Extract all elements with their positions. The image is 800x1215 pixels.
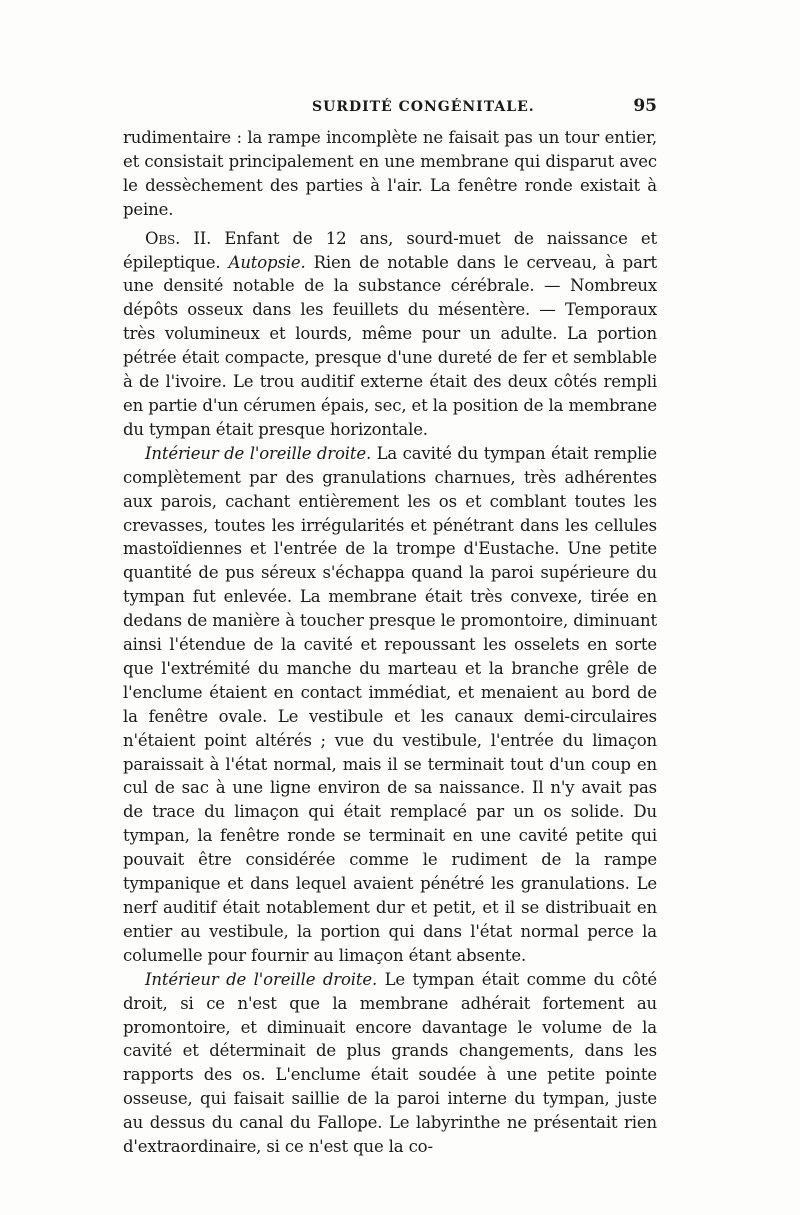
page-header: [122, 96, 657, 123]
observation-label: Obs. II.: [145, 228, 212, 248]
page-number: 95: [633, 96, 657, 116]
section-label: Intérieur de l'oreille droite.: [145, 443, 372, 463]
paragraph-text: Le tympan était comme du côté droit, si ce n'est que la membrane adhérait fortement au promontoire, et diminuait encore davantage le volume de la cavité et déterminait de plus grands changements, dans les rapports des os. L'enclume était soudée à une petite pointe osseuse, qui faisait saillie de la paroi interne du tympan, juste au dessus du canal du Fallope. Le labyrinthe ne présentait rien d'extraordinaire, si ce n'est que la co-: [123, 969, 657, 1157]
running-title: SURDITÉ CONGÉNITALE.: [312, 99, 535, 115]
paragraph-interior-right-ear: [123, 442, 657, 968]
paragraph-text: La cavité du tympan était remplie complètement par des granulations charnues, très adhérentes aux parois, cachant entièrement les os et comblant toutes les crevasses, toutes les irrégularités et pénétrant dans les cellules mastoïdiennes et l'entrée de la trompe d'Eustache. Une petite quantité de pus séreux s'échappa quand la paroi supérieure du tympan fut enlevée. La membrane était très convexe, tirée en dedans de manière à toucher presque le promontoire, diminuant ainsi l'étendue de la cavité et repoussant les osselets en sorte que l'extrémité du manche du marteau et la branche grêle de l'enclume étaient en contact immédiat, et menaient au bord de la fenêtre ovale. Le vestibule et les canaux demi-circulaires n'étaient point altérés ; vue du vestibule, l'entrée du limaçon paraissait à l'état normal, mais il se terminait tout d'un coup en cul de sac à une ligne environ de sa naissance. Il n'y avait pas de trace du limaçon qui était remplacé par un os solide. Du tympan, la fenêtre ronde se terminait en une cavité petite qui pouvait être considérée comme le rudiment de la rampe tympanique et dans lequel avaient pénétré les granulations. Le nerf auditif était notablement dur et petit, et il se distribuait en entier au vestibule, la portion qui dans l'état normal perce la columelle pour fournir au limaçon étant absente.: [123, 443, 657, 965]
autopsie-text: Rien de notable dans le cerveau, à part une densité notable de la substance cérébrale. — Nombreux dépôts osseux dans les feuillets du mésentère. — Temporaux très volumineux et lourds, même pour un adulte. La portion pétrée était compacte, presque d'une dureté de fer et semblable à de l'ivoire. Le trou auditif externe était des deux côtés rempli en partie d'un cérumen épais, sec, et la position de la membrane du tympan était presque horizontale.: [123, 252, 657, 439]
body-text: [123, 126, 657, 1159]
autopsie-label: Autopsie.: [228, 252, 306, 272]
paragraph-interior-second: [123, 968, 657, 1159]
paragraph-observation: [123, 227, 657, 442]
section-label: Intérieur de l'oreille droite.: [145, 969, 378, 989]
paragraph-continuation: [123, 126, 657, 222]
observation-text: Enfant de 12 ans, sourd-muet de naissance et épileptique.: [123, 228, 657, 272]
paragraph-text: rudimentaire : la rampe incomplète ne faisait pas un tour entier, et consistait principalement en une membrane qui disparut avec le dessèchement des parties à l'air. La fenêtre ronde existait à peine.: [123, 128, 657, 219]
